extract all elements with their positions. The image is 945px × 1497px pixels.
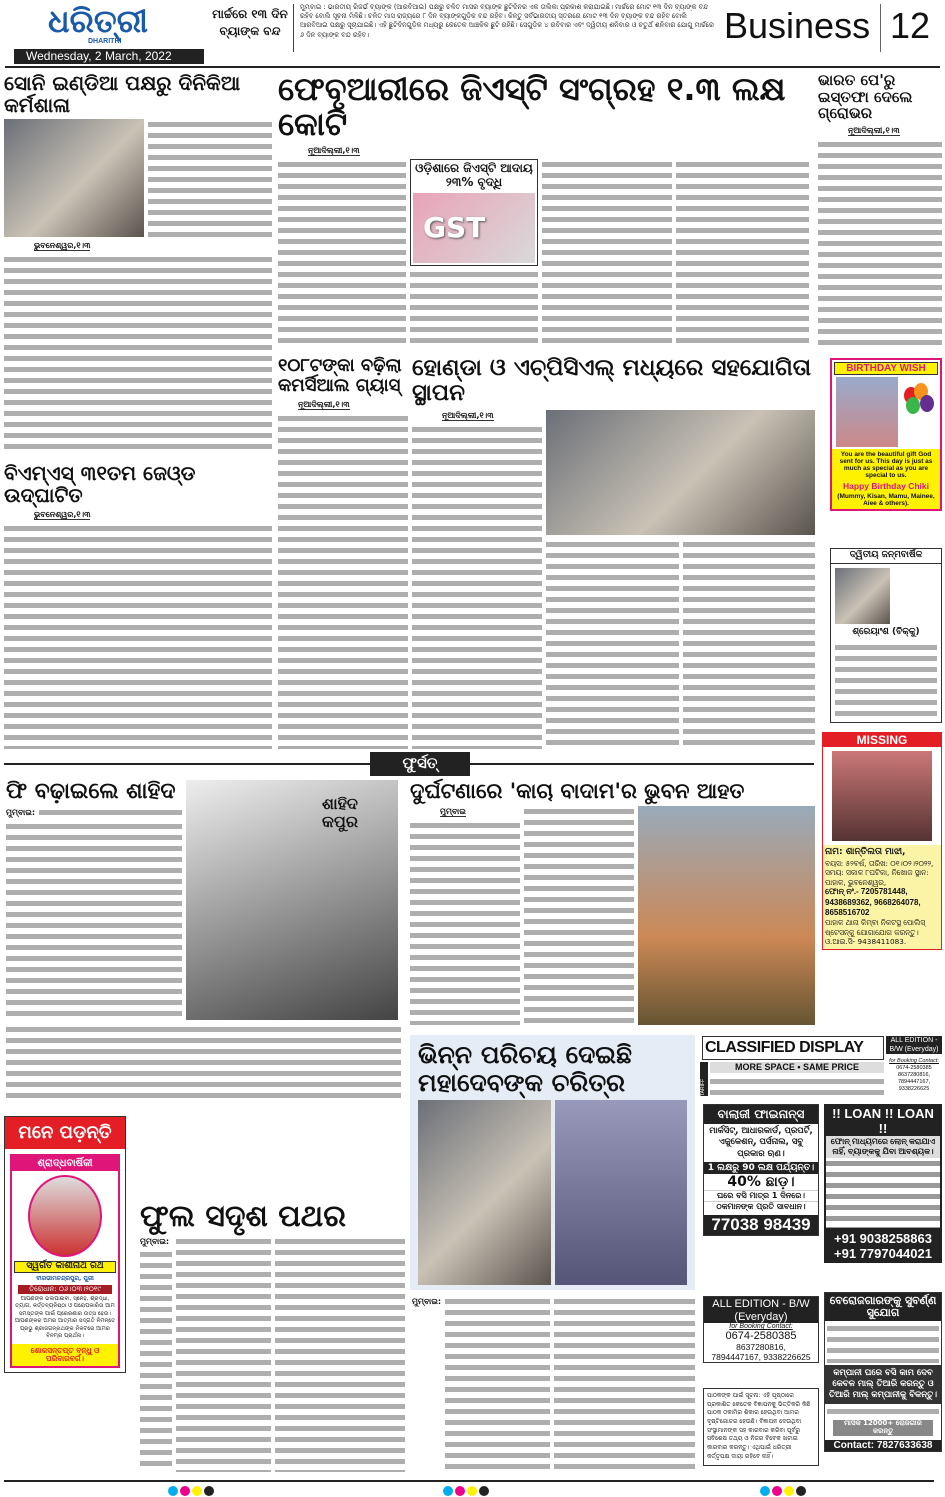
missing-title: MISSING xyxy=(823,733,941,747)
balaji-title: ବାଲାଜୀ ଫାଇନାନ୍ସ xyxy=(704,1105,818,1124)
balaji-warn: ଠକମାନଙ୍କ ପ୍ରତି ସାବଧାନ। xyxy=(704,1201,818,1212)
shahid-story xyxy=(6,780,182,1020)
grover-dateline: ନୂଆଦିଲ୍ଲୀ,୧।୩ xyxy=(848,125,900,135)
classified-phone1: 0674-2580385 xyxy=(896,1064,932,1071)
mahadev-body xyxy=(412,1296,695,1474)
classified-phone3: 7894447167, 9338226625 xyxy=(897,1078,931,1092)
gas-headline: ୧୦୮ଟଙ୍କା ବଢ଼ିଲା କମର୍ସିଆଲ ଗ୍ୟାସ୍ xyxy=(278,355,402,396)
birthday-ad xyxy=(830,358,942,511)
reader-notice: ପାଠକଙ୍କ ପାଇଁ ସୂଚନା: ଏହି ପୃଷ୍ଠାରେ ପ୍ରକାଶିତ କେତେକ ବିଜ୍ଞାପନକୁ ଭିତ୍ତିକରି କିଛି ପାଠକ ଠକାମିର ଶିକାର ହେଉଥିବା ଆମର ଦୃଷ୍ଟିଗୋଚର ହେଉଛି। ବିଜ୍ଞାପନ ଦେଉଥିବା ସଂସ୍ଥାମାନଙ୍କ ସହ କାରବାର କରିବା ପୂର୍ବରୁ ସବିଶେଷ ତଥ୍ୟ ଓ ନିଜର ବିବେକ ଖଟାଇ କାରବାର କରନ୍ତୁ। ଏଥିପାଇଁ ଧରିତ୍ରୀ କର୍ତ୍ତୃପକ୍ଷ ଦାୟୀ ରହିବେ ନାହିଁ। xyxy=(703,1388,819,1466)
birthday-title: BIRTHDAY WISH xyxy=(834,362,938,375)
honda-photo xyxy=(546,410,815,535)
brief-title: ମାର୍ଚ୍ଚରେ ୧୩ ଦିନ ବ୍ୟାଙ୍କ ବନ୍ଦ xyxy=(212,7,288,38)
shahid-headline: ଫି ବଢ଼ାଇଲେ ଶାହିଦ xyxy=(6,779,176,804)
sony-headline: ସୋନି ଇଣ୍ଡିଆ ପକ୍ଷରୁ ଦିନିକିଆ କର୍ମଶାଳା xyxy=(4,71,241,117)
work-contact: Contact: 7827633638 xyxy=(825,1440,941,1451)
gst-box-title: ଓଡ଼ିଶାରେ ଜିଏସ୍‌ଟି ଆଦାୟ ୨୩% ବୃଦ୍ଧି xyxy=(415,161,533,189)
missing-photo xyxy=(832,751,932,841)
sony-photo xyxy=(4,119,144,237)
gas-dateline: ନୂଆଦିଲ୍ଲୀ,୧।୩ xyxy=(298,399,350,409)
tariff-label: TARIFF xyxy=(700,1062,708,1096)
birthday2-name: ଶ୍ରେୟାଂଶ (ବିକ୍କୁ) xyxy=(852,626,920,637)
logo xyxy=(48,4,198,46)
grover-headline: ଭାରତ ପେ'ରୁ ଇସ୍ତଫା ଦେଲେ ଗ୍ରୋଭର xyxy=(818,71,913,122)
classified-phone2: 8637280816, xyxy=(897,1071,931,1078)
logo-text: ଧରିତ୍ରୀ xyxy=(48,2,148,40)
registration-marks xyxy=(443,1486,489,1496)
balaji-oneday: ଘରେ ବସି ମାତ୍ର 1 ଦିନରେ। xyxy=(704,1190,818,1201)
logo-sub: DHARITRI xyxy=(88,38,122,45)
birthday-wish: Happy Birthday Chiki xyxy=(843,481,929,491)
obit-place: ବୀରଭୀମଚନ୍ଦ୍ରପୁର, ପୁରୀ xyxy=(36,1274,94,1282)
balaji-phone: 77038 98439 xyxy=(704,1215,818,1235)
shahid-caption: ଶାହିଦ କପୁର xyxy=(322,794,358,831)
edition2-phone1: 0674-2580385 xyxy=(725,1330,797,1342)
loan-ad xyxy=(824,1104,942,1263)
gst-headline: ଫେବୃଆରୀରେ ଜିଏସ୍‌ଟି ସଂଗ୍ରହ ୧.୩ ଲକ୍ଷ କୋଟି xyxy=(278,70,786,144)
work-from-home-ad xyxy=(824,1292,942,1452)
bhuban-dateline: ମୁମ୍ବାଇ xyxy=(440,807,466,817)
edition2-title: ALL EDITION - B/W xyxy=(704,1297,818,1311)
obit-name: ସ୍ୱର୍ଗତ କାଶୀନାଥ ରଥ xyxy=(14,1261,116,1273)
birthday-photo xyxy=(836,377,898,447)
work-mid: କମ୍ପାନୀ ଘରେ ବସି କାମ ଦେବ କେବଳ ମାଲ୍ ତିଆରି କରନ୍ତୁ ଓ ତିଆରି ମାଲ୍ କମ୍ପାନୀକୁ ବିକନ୍ତୁ। xyxy=(825,1365,941,1404)
registration-marks xyxy=(168,1486,214,1496)
actor-photo xyxy=(418,1100,551,1285)
bhuban-headline: ଦୁର୍ଘଟଣାରେ 'କାଚା ବାଦାମ'ର ଭୁବନ ଆହତ xyxy=(410,779,745,803)
obituary-ad xyxy=(4,1116,126,1373)
edition2-sub: (Everyday) xyxy=(704,1311,818,1323)
sony-story xyxy=(4,72,272,452)
obit-photo xyxy=(28,1175,102,1257)
classified-title: CLASSIFIED DISPLAY xyxy=(702,1036,884,1060)
birthday2-ad xyxy=(830,548,942,723)
work-title: ବେରୋଜଗାରଙ୍କୁ ସୁବର୍ଣ୍ଣ ସୁଯୋଗ xyxy=(825,1293,941,1321)
classified-edition: ALL EDITION - B/W (Everyday) xyxy=(886,1036,942,1054)
bms-story xyxy=(4,462,272,749)
balaji-finance-ad xyxy=(703,1104,819,1236)
gst-dateline: ନୂଆଦିଲ୍ଲୀ,୧।୩ xyxy=(308,146,360,156)
obit-from: ଶୋକସନ୍ତପ୍ତ ବନ୍ଧୁ ଓ ପରିବାରବର୍ଗ। xyxy=(12,1344,118,1367)
classified-booking: for Booking Contact: xyxy=(889,1058,939,1064)
balaji-discount: 40% ଛାଡ଼। xyxy=(727,1174,795,1191)
gst-image: GST xyxy=(413,193,535,263)
missing-name: ନାମ: ଶାନ୍ତିଲତା ମାଝୀ, xyxy=(825,847,906,857)
grover-story xyxy=(818,72,942,347)
missing-footer: ପାହାଳ ଥାନା କିମ୍ବା ନିକଟସ୍ଥ ପୋଲିସ୍ ଷ୍ଟେସନ୍‌କୁ ଯୋଗାଯୋଗ କରନ୍ତୁ। ଓ.ଆଇ.ସି- 9438411083. xyxy=(825,918,926,947)
obit-type: ଶ୍ରାଦ୍ଧବାର୍ଷିକୀ xyxy=(12,1156,118,1171)
mahadev-photo xyxy=(555,1100,688,1285)
section-title: Business xyxy=(724,5,871,46)
loan-title: !! LOAN !! LOAN !! xyxy=(832,1106,934,1136)
honda-headline: ହୋଣ୍ଡା ଓ ଏଚ୍‌ପିସିଏଲ୍ ମଧ୍ୟରେ ସହଯୋଗିତା ସ୍ଥାପନ xyxy=(412,355,812,407)
edition2-booking: for Booking Contact: xyxy=(729,1323,793,1330)
loan-sub: ଫୋନ୍ ମାଧ୍ୟମରେ ଲୋନ୍ କରାଯାଏ ନାହିଁ, ବ୍ୟାଙ୍କକୁ ଯିବା ଆବଶ୍ୟକ। xyxy=(826,1136,940,1158)
balloons-icon xyxy=(904,383,938,423)
page-number: 12 xyxy=(890,5,931,46)
birthday2-title: ଦ୍ୱିତୀୟ ଜନ୍ମବାର୍ଷିକ xyxy=(831,549,941,564)
stone-story xyxy=(140,1200,405,1472)
registration-marks xyxy=(760,1486,806,1496)
edition2-phone3: 7894447167, 9338226625 xyxy=(711,1352,811,1362)
classified-tagline: MORE SPACE • SAME PRICE xyxy=(710,1062,884,1073)
honda-story xyxy=(412,356,815,749)
missing-ad xyxy=(822,732,942,950)
shahid-lead: ମୁମ୍ବାଇ: xyxy=(6,808,36,818)
stone-headline: ଫୁଲ ସଦୃଶ ପଥର xyxy=(140,1199,346,1234)
birthday2-photo xyxy=(835,568,890,624)
balaji-range: 1 ଲକ୍ଷରୁ 90 ଲକ୍ଷ ପର୍ଯ୍ୟନ୍ତ। xyxy=(704,1162,818,1174)
bhuban-photo xyxy=(638,806,815,1025)
obit-text: ଆପଣଙ୍କ ଭଲପାଇବା, ସ୍ନେହ, ଶ୍ରଦ୍ଧା, ତ୍ୟାଗ, କର୍ତ୍ତବ୍ୟନିଷ୍ଠା ଓ ପରୋପକାରିତା ଆମ ସମସ୍ତଙ୍କ ପାଇଁ ପ୍ରେରଣାର ଉତ୍ସ ହେଉ। ଆପଣଙ୍କର ଅମର ଆତ୍ମାର ସଦ୍‌ଗତି ନିମନ୍ତେ ପ୍ରଭୁ ଶ୍ରୀଜଗନ୍ନାଥଙ୍କ ନିକଟରେ ଆମର ବିନମ୍ର ପ୍ରାର୍ଥନା। xyxy=(14,1295,116,1340)
mahadev-lead: ମୁମ୍ବାଇ: xyxy=(412,1297,442,1306)
missing-details: ବୟସ: ୫୨ବର୍ଷ, ତାରିଖ: ୦୧।୦୨।୨୦୨୨, ସମୟ: ସକାଳ ୮ଘଟିକା, ନିଖୋଜ ସ୍ଥାନ: ପାହାଳ, ଭୁବନେଶ୍ୱର, xyxy=(825,858,934,887)
birthday-message: You are the beautiful gift God sent for us. This day is just as much as special as you are special to us. xyxy=(839,451,933,479)
obit-header: ମନେ ପଡ଼ନ୍ତି xyxy=(5,1117,125,1149)
sony-dateline: ଭୁବନେଶ୍ୱର,୧।୩ xyxy=(34,241,91,250)
issue-date: Wednesday, 2 March, 2022 xyxy=(14,49,204,64)
gst-story xyxy=(278,72,813,347)
all-edition-ad xyxy=(703,1296,819,1363)
bms-headline: ବିଏମ୍‌ଏସ୍ ୩୧ତମ ଜେଓ୍ଡ ଉଦ୍‌ଘାଟିତ xyxy=(4,461,196,507)
missing-phones: ଫୋନ୍ ନଂ.- 7205781448, 9438689362, 9668264078, 8658516702 xyxy=(825,887,921,917)
obit-date: ତିରୋଧାନ: ୦୬।୦୩।୨୦୧୯ xyxy=(18,1285,112,1294)
honda-dateline: ନୂଆଦିଲ୍ଲୀ,୧।୩ xyxy=(442,410,494,420)
work-earn: ମାସିକ 12000+ ରୋଜଗାର କରନ୍ତୁ xyxy=(833,1420,933,1435)
edition2-phone2: 8637280816, xyxy=(736,1342,786,1352)
loan-phone1[interactable]: +91 9038258863 xyxy=(834,1231,932,1246)
gas-story xyxy=(278,356,408,749)
classified-display xyxy=(700,1036,942,1098)
loan-phone2[interactable]: +91 7797044021 xyxy=(834,1246,932,1261)
gst-odisha-box xyxy=(410,159,538,265)
brief-text: ମୁମ୍ବାଇ : ଭାରତୀୟ ରିଜର୍ଭ ବ୍ୟାଙ୍କ (ଆରବିଆଇ) ପକ୍ଷରୁ ଚଳିତ ମାସର ବ୍ୟାଙ୍କ ଛୁଟିଦିନର ଏକ ତାଲିକା ପ୍ରକାଶ କରାଯାଇଛି। ମାର୍ଚ୍ଚରେ ମୋଟ ୧୩ ଦିନ ବ୍ୟାଙ୍କ ବନ୍ଦ ରହିବ ବୋଲି ସୂଚନା ମିଳିଛି। ଚଳିତ ମାସ ରାଜ୍ୟରେ ୮ ଦିନ ବ୍ୟାଙ୍କଗୁଡ଼ିକ ବନ୍ଦ ରହିବ। କିନ୍ତୁ ସର୍ବଭାରତୀୟ ସ୍ତରରେ ମୋଟ ୧୩ ଦିନ ବ୍ୟାଙ୍କ ବନ୍ଦ ରହିବ ବୋଲି ଆରବିଆଇ ପକ୍ଷରୁ ସୂଚାଯାଇଛି। ଏହି ଛୁଟିଦିନଗୁଡ଼ିକ ମଧ୍ୟରୁ କେତେକ ଆଞ୍ଚଳିକ ଛୁଟି ରହିଛି। ସେଗୁଡ଼ିକ ୪ ରବିବାର ଏବଂ ଦ୍ୱିତୀୟ ଶନିବାର ଓ ଚତୁର୍ଥ ଶନିବାର ଯୋଗୁ ମାର୍ଚ୍ଚରେ ୬ ଦିନ ବ୍ୟାଙ୍କ ବନ୍ଦ ରହିବ। xyxy=(300,3,714,39)
bhuban-story xyxy=(410,780,815,1025)
balaji-docs: ମାର୍କସିଟ୍, ଆଧାରକାର୍ଡ, ପ୍ରପର୍ଟି, ଏଜୁକେଶନ୍, ପର୍ସନାଲ, ସବୁ ପ୍ରକାର ଋଣ। xyxy=(709,1126,813,1159)
fursat-section-label: ଫୁର୍ସତ୍ xyxy=(370,752,470,776)
mahadev-story xyxy=(410,1035,695,1290)
bms-dateline: ଭୁବନେଶ୍ୱର,୧।୩ xyxy=(34,510,91,519)
mahadev-headline: ଭିନ୍ନ ପରିଚୟ ଦେଇଛି ମହାଦେବଙ୍କ ଚରିତ୍ର xyxy=(418,1040,632,1097)
birthday-from: (Mummy, Kisan, Mamu, Mainee, Aiee & others). xyxy=(837,493,935,507)
stone-lead: ମୁମ୍ବାଇ: xyxy=(140,1237,170,1246)
